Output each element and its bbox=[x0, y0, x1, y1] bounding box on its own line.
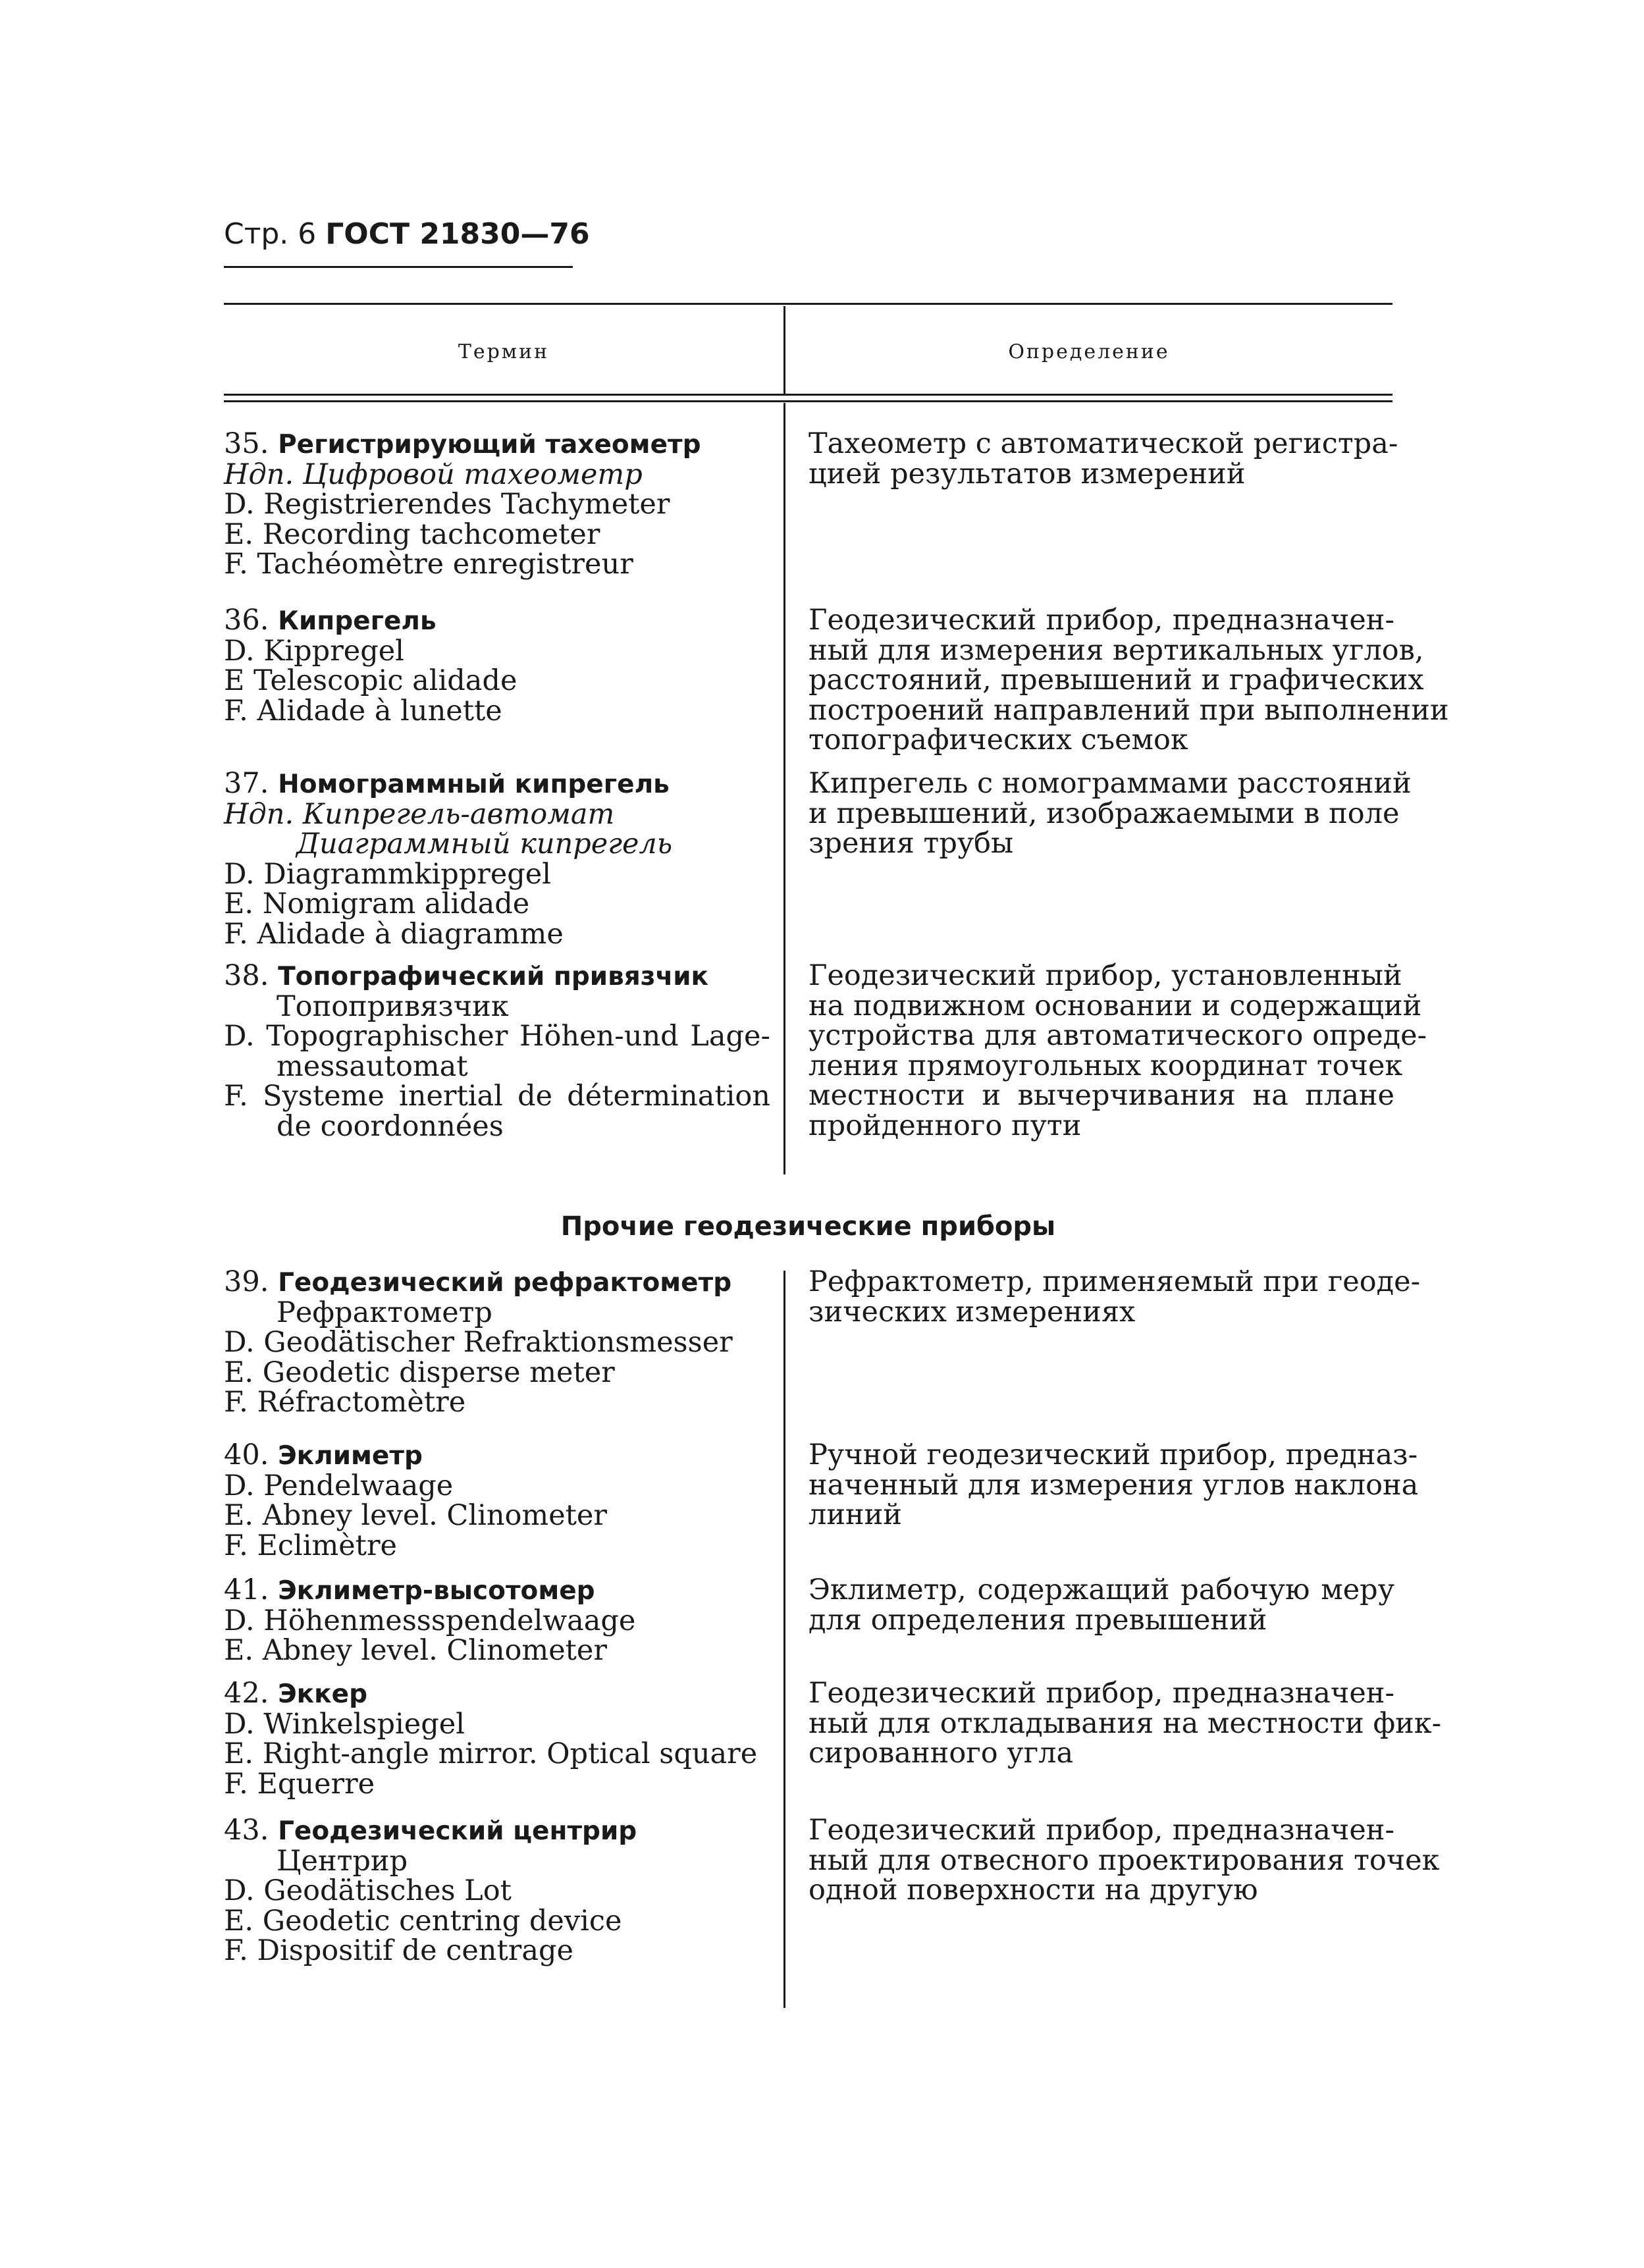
term-line: D. Registrierendes Tachymeter bbox=[224, 488, 670, 521]
term-line: E. Nomigram alidade bbox=[224, 887, 530, 920]
term-line: D. Geodätisches Lot bbox=[224, 1874, 512, 1907]
definition-43 bbox=[809, 1814, 1440, 1907]
term-line: F. Tachéomètre enregistreur bbox=[224, 548, 633, 581]
term-title: Номограммный кипрегель bbox=[278, 770, 670, 799]
definition-line: ления прямоугольных координат точек bbox=[809, 1049, 1403, 1082]
definition-line: Рефрактометр, применяемый при геоде- bbox=[809, 1265, 1421, 1298]
column-divider-bottom bbox=[783, 1271, 785, 2008]
term-number: 41. bbox=[224, 1573, 269, 1606]
page-header bbox=[224, 216, 590, 268]
term-line: F. Alidade à lunette bbox=[224, 694, 502, 727]
definition-38 bbox=[809, 959, 1427, 1142]
term-line: E Telescopic alidade bbox=[224, 664, 517, 697]
term-line: F. Réfractomètre bbox=[224, 1386, 466, 1419]
term-line: D. Geodätischer Refraktionsmesser bbox=[224, 1326, 733, 1359]
term-number: 36. bbox=[224, 604, 269, 637]
table-top-rule bbox=[224, 303, 1392, 305]
column-divider-top bbox=[783, 403, 785, 1174]
definition-line: устройства для автоматического опреде- bbox=[809, 1019, 1427, 1052]
column-header-terms: Термин bbox=[458, 340, 550, 363]
term-line: D. Topographischer Höhen-und Lage- bbox=[224, 1020, 770, 1053]
definition-line: сированного угла bbox=[809, 1737, 1074, 1770]
term-title: Геодезический рефрактометр bbox=[278, 1268, 732, 1298]
definition-line: зрения трубы bbox=[809, 827, 1014, 860]
definition-42 bbox=[809, 1677, 1442, 1770]
term-line: D. Diagrammkippregel bbox=[224, 857, 551, 891]
table-head-rule-1 bbox=[224, 394, 1392, 396]
definition-line: Тахеометр с автоматической регистра- bbox=[809, 427, 1398, 460]
definition-line: Геодезический прибор, предназначен- bbox=[809, 1814, 1394, 1847]
term-line: F. Systeme inertial de détermination bbox=[224, 1080, 770, 1113]
section-title: Прочие геодезические приборы bbox=[560, 1211, 1056, 1242]
definition-line: ный для откладывания на местности фик- bbox=[809, 1706, 1442, 1740]
term-entry-35 bbox=[224, 429, 770, 580]
definition-line: ный для измерения вертикальных углов, bbox=[809, 633, 1424, 667]
definition-37 bbox=[809, 767, 1412, 860]
definition-line: на подвижном основании и содержащий bbox=[809, 989, 1422, 1022]
term-entry-41 bbox=[224, 1575, 770, 1666]
term-entry-36 bbox=[224, 606, 770, 726]
definition-line: местности и вычерчивания на плане bbox=[809, 1079, 1394, 1112]
term-line: Ндп. Кипрегель-автомат bbox=[224, 797, 615, 831]
definition-line: построений направлений при выполнении bbox=[809, 693, 1449, 727]
definition-line: Геодезический прибор, установленный bbox=[809, 959, 1402, 992]
definition-line: цией результатов измерений bbox=[809, 457, 1246, 490]
term-line: E. Geodetic centring device bbox=[224, 1904, 622, 1938]
definition-line: пройденного пути bbox=[809, 1109, 1082, 1142]
term-number: 43. bbox=[224, 1814, 269, 1847]
definition-39 bbox=[809, 1265, 1421, 1329]
table-head-rule-2 bbox=[224, 400, 1392, 402]
term-title: Эклиметр bbox=[278, 1441, 423, 1471]
term-entry-43 bbox=[224, 1816, 770, 1966]
term-entry-38 bbox=[224, 961, 770, 1142]
page-number: Стр. 6 bbox=[224, 217, 317, 251]
term-title: Эклиметр-высотомер bbox=[278, 1576, 595, 1606]
definition-35 bbox=[809, 427, 1398, 490]
term-number: 39. bbox=[224, 1265, 269, 1298]
term-line: de coordonnées bbox=[277, 1109, 504, 1143]
term-line: E. Abney level. Clinometer bbox=[224, 1499, 607, 1532]
term-title: Кипрегель bbox=[278, 606, 437, 636]
term-entry-37 bbox=[224, 769, 770, 949]
term-title: Топографический привязчик bbox=[278, 962, 709, 991]
term-line: E. Right-angle mirror. Optical square bbox=[224, 1737, 758, 1770]
definition-line: одной поверхности на другую bbox=[809, 1874, 1258, 1907]
definition-41 bbox=[809, 1575, 1394, 1635]
term-line: Диаграммный кипрегель bbox=[296, 828, 673, 860]
definition-line: Эклиметр, содержащий рабочую меру bbox=[809, 1573, 1394, 1606]
term-line: D. Höhenmessspendelwaage bbox=[224, 1604, 636, 1637]
term-line: Рефрактометр bbox=[277, 1296, 492, 1329]
term-line: D. Kippregel bbox=[224, 634, 404, 668]
term-number: 40. bbox=[224, 1438, 269, 1471]
column-header-definition: Определение bbox=[1008, 340, 1170, 363]
term-number: 42. bbox=[224, 1677, 269, 1710]
term-line: Топопривязчик bbox=[277, 989, 509, 1023]
term-line: E. Geodetic disperse meter bbox=[224, 1356, 615, 1389]
term-line: F. Eclimètre bbox=[224, 1529, 397, 1562]
definition-line: и превышений, изображаемыми в поле bbox=[809, 797, 1400, 830]
term-title: Геодезический центрир bbox=[278, 1816, 637, 1846]
definition-line: топографических съемок bbox=[809, 724, 1188, 756]
term-line: D. Pendelwaage bbox=[224, 1469, 454, 1502]
term-number: 37. bbox=[224, 767, 269, 800]
term-line: Ндп. Цифровой тахеометр bbox=[224, 458, 643, 491]
definition-40 bbox=[809, 1438, 1419, 1531]
definition-line: расстояний, превышений и графических bbox=[809, 664, 1424, 697]
term-entry-39 bbox=[224, 1267, 770, 1418]
definition-line: Геодезический прибор, предназначен- bbox=[809, 1677, 1394, 1710]
term-line: E. Recording tachcometer bbox=[224, 517, 600, 551]
term-title: Эккер bbox=[278, 1679, 367, 1709]
term-line: Центрир bbox=[277, 1844, 408, 1878]
term-line: D. Winkelspiegel bbox=[224, 1707, 465, 1741]
term-line: F. Alidade à diagramme bbox=[224, 917, 564, 951]
definition-line: Геодезический прибор, предназначен- bbox=[809, 604, 1394, 637]
term-line: E. Abney level. Clinometer bbox=[224, 1634, 607, 1667]
term-line: F. Equerre bbox=[224, 1767, 375, 1801]
term-line: F. Dispositif de centrage bbox=[224, 1934, 573, 1967]
term-entry-40 bbox=[224, 1440, 770, 1561]
term-title: Регистрирующий тахеометр bbox=[278, 430, 701, 460]
standard-number: ГОСТ 21830—76 bbox=[325, 217, 590, 251]
term-entry-42 bbox=[224, 1679, 770, 1799]
definition-36 bbox=[809, 604, 1449, 756]
term-line: messautomat bbox=[277, 1049, 468, 1083]
term-number: 38. bbox=[224, 959, 269, 992]
definition-line: зических измерениях bbox=[809, 1295, 1136, 1329]
definition-line: линий bbox=[809, 1498, 902, 1531]
term-number: 35. bbox=[224, 427, 269, 460]
definition-line: ный для отвесного проектирования точек bbox=[809, 1843, 1440, 1877]
definition-line: для определения превышений bbox=[809, 1603, 1267, 1637]
definition-line: Кипрегель с номограммами расстояний bbox=[809, 767, 1412, 800]
definition-line: Ручной геодезический прибор, предназ- bbox=[809, 1438, 1418, 1471]
definition-line: наченный для измерения углов наклона bbox=[809, 1468, 1419, 1502]
